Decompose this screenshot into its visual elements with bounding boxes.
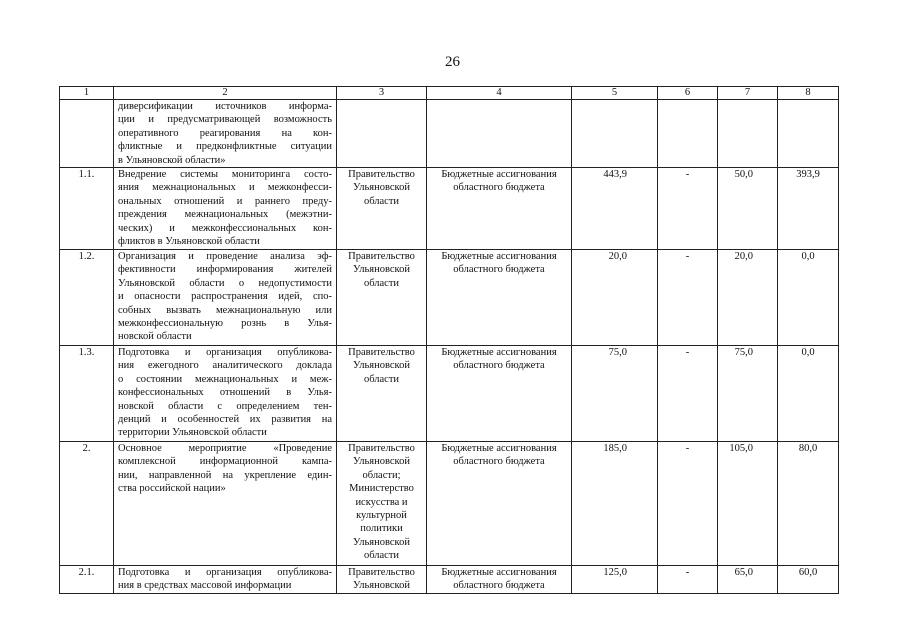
executor-line: области bbox=[363, 195, 400, 207]
executor-line: культурной bbox=[356, 510, 407, 522]
amount-col-7: 75,0 bbox=[718, 346, 778, 442]
amount-col-7: 105,0 bbox=[718, 442, 778, 566]
funding-source bbox=[427, 100, 572, 168]
executor-line: Ульяновской bbox=[353, 580, 410, 592]
amount-col-6: - bbox=[658, 250, 718, 346]
table-row bbox=[60, 346, 839, 442]
header-col-5: 5 bbox=[572, 87, 658, 100]
funding-source-line: Бюджетные ассигнования bbox=[441, 567, 557, 579]
description-line: комплексной информационной кампа- bbox=[118, 456, 332, 468]
amount-col-8: 80,0 bbox=[778, 442, 839, 566]
description-line: ональных отношений и раннего преду- bbox=[118, 195, 332, 207]
table-body bbox=[60, 100, 839, 594]
description-line: в Ульяновской области» bbox=[118, 154, 226, 166]
description-line: конфессиональных отношений в Улья- bbox=[118, 387, 332, 399]
amount-col-8 bbox=[778, 100, 839, 168]
amount-total: 75,0 bbox=[572, 346, 658, 442]
measure-description bbox=[114, 250, 337, 346]
funding-source-line: областного бюджета bbox=[453, 360, 545, 372]
amount-col-7: 20,0 bbox=[718, 250, 778, 346]
executor-line: Правительство bbox=[348, 347, 415, 359]
measure-description bbox=[114, 566, 337, 594]
description-line: Подготовка и организация опубликова- bbox=[118, 347, 332, 359]
description-line: Ульяновской области о недопустимости bbox=[118, 277, 332, 289]
description-line: фективности информирования жителей bbox=[118, 264, 332, 276]
row-number: 2.1. bbox=[60, 566, 114, 594]
measure-description bbox=[114, 442, 337, 566]
page-number: 26 bbox=[445, 54, 460, 70]
description-line: межконфессиональную рознь в Улья- bbox=[118, 318, 332, 330]
amount-total bbox=[572, 100, 658, 168]
description-line: и опасности распространения идей, спо- bbox=[118, 291, 332, 303]
funding-source-line: Бюджетные ассигнования bbox=[441, 169, 557, 181]
amount-col-6: - bbox=[658, 442, 718, 566]
table-row bbox=[60, 168, 839, 250]
amount-col-8: 393,9 bbox=[778, 168, 839, 250]
row-number: 1.2. bbox=[60, 250, 114, 346]
funding-source-line: Бюджетные ассигнования bbox=[441, 347, 557, 359]
executor-line: Ульяновской bbox=[353, 360, 410, 372]
header-col-1: 1 bbox=[60, 87, 114, 100]
amount-col-7: 65,0 bbox=[718, 566, 778, 594]
description-line: диверсификации источников информа- bbox=[118, 101, 332, 112]
executor-line: искусства и bbox=[355, 496, 408, 508]
amount-col-6: - bbox=[658, 168, 718, 250]
executor-line: области; bbox=[362, 469, 401, 481]
description-line: Подготовка и организация опубликова- bbox=[118, 567, 332, 579]
description-line: яния межнациональных и межконфесси- bbox=[118, 182, 332, 194]
amount-total: 125,0 bbox=[572, 566, 658, 594]
description-line: территории Ульяновской области bbox=[118, 427, 267, 439]
funding-source-line: Бюджетные ассигнования bbox=[441, 251, 557, 263]
executor-line: Правительство bbox=[348, 251, 415, 263]
description-line: Организация и проведение анализа эф- bbox=[118, 251, 332, 263]
amount-total: 443,9 bbox=[572, 168, 658, 250]
amount-total: 20,0 bbox=[572, 250, 658, 346]
funding-source-line: областного бюджета bbox=[453, 264, 545, 276]
executor-line: политики bbox=[360, 523, 403, 535]
funding-source bbox=[427, 346, 572, 442]
description-line: ства российской нации» bbox=[118, 483, 226, 495]
description-line: Внедрение системы мониторинга состо- bbox=[118, 169, 332, 181]
description-line: новской области bbox=[118, 331, 192, 343]
executor bbox=[337, 442, 427, 566]
row-number: 2. bbox=[60, 442, 114, 566]
table-row bbox=[60, 566, 839, 594]
funding-source bbox=[427, 442, 572, 566]
executor-line: Ульяновской bbox=[353, 182, 410, 194]
executor-line: Правительство bbox=[348, 567, 415, 579]
amount-col-7 bbox=[718, 100, 778, 168]
description-line: ческих) и межконфессиональных кон- bbox=[118, 222, 332, 234]
budget-table bbox=[59, 86, 839, 594]
executor-line: Правительство bbox=[348, 443, 415, 455]
amount-col-6 bbox=[658, 100, 718, 168]
funding-source-line: областного бюджета bbox=[453, 456, 545, 468]
row-number bbox=[60, 100, 114, 168]
description-line: Основное мероприятие «Проведение bbox=[118, 443, 332, 455]
description-line: ции и предусматривающей возможность bbox=[118, 114, 332, 126]
table-row bbox=[60, 250, 839, 346]
executor-line: Ульяновской bbox=[353, 536, 410, 548]
description-line: ния в средствах массовой информации bbox=[118, 580, 292, 592]
header-col-8: 8 bbox=[778, 87, 839, 100]
measure-description bbox=[114, 100, 337, 168]
executor bbox=[337, 100, 427, 168]
column-number-row bbox=[60, 87, 839, 100]
executor-line: области bbox=[363, 373, 400, 385]
description-line: о состоянии межнациональных и меж- bbox=[118, 373, 332, 385]
description-line: фликтов в Ульяновской области bbox=[118, 236, 260, 248]
amount-col-6: - bbox=[658, 346, 718, 442]
description-line: собных вызвать межнациональную или bbox=[118, 304, 332, 316]
amount-col-6: - bbox=[658, 566, 718, 594]
header-col-2: 2 bbox=[114, 87, 337, 100]
row-number: 1.3. bbox=[60, 346, 114, 442]
funding-source-line: Бюджетные ассигнования bbox=[441, 443, 557, 455]
table-row bbox=[60, 442, 839, 566]
description-line: денций и особенностей их развития на bbox=[118, 414, 332, 426]
measure-description bbox=[114, 346, 337, 442]
header-col-4: 4 bbox=[427, 87, 572, 100]
executor-line: Ульяновской bbox=[353, 264, 410, 276]
funding-source bbox=[427, 566, 572, 594]
table-row bbox=[60, 100, 839, 168]
description-line: оперативного реагирования на кон- bbox=[118, 127, 332, 139]
executor-line: области bbox=[363, 277, 400, 289]
executor-line: Министерство bbox=[349, 483, 414, 495]
executor-line: области bbox=[363, 550, 400, 562]
funding-source-line: областного бюджета bbox=[453, 580, 545, 592]
amount-total: 185,0 bbox=[572, 442, 658, 566]
amount-col-8: 0,0 bbox=[778, 250, 839, 346]
measure-description bbox=[114, 168, 337, 250]
executor bbox=[337, 168, 427, 250]
amount-col-8: 0,0 bbox=[778, 346, 839, 442]
funding-source-line: областного бюджета bbox=[453, 182, 545, 194]
executor bbox=[337, 250, 427, 346]
header-col-3: 3 bbox=[337, 87, 427, 100]
executor bbox=[337, 566, 427, 594]
executor-line: Правительство bbox=[348, 169, 415, 181]
description-line: преждения межнациональных (межэтни- bbox=[118, 209, 332, 221]
executor bbox=[337, 346, 427, 442]
amount-col-7: 50,0 bbox=[718, 168, 778, 250]
header-col-7: 7 bbox=[718, 87, 778, 100]
header-col-6: 6 bbox=[658, 87, 718, 100]
executor-line: Ульяновской bbox=[353, 456, 410, 468]
description-line: нии, направленной на укрепление един- bbox=[118, 469, 332, 481]
row-number: 1.1. bbox=[60, 168, 114, 250]
description-line: новской области с определением тен- bbox=[118, 400, 332, 412]
amount-col-8: 60,0 bbox=[778, 566, 839, 594]
funding-source bbox=[427, 168, 572, 250]
description-line: фликтные и предконфликтные ситуации bbox=[118, 141, 332, 153]
description-line: ния ежегодного аналитического доклада bbox=[118, 360, 332, 372]
funding-source bbox=[427, 250, 572, 346]
